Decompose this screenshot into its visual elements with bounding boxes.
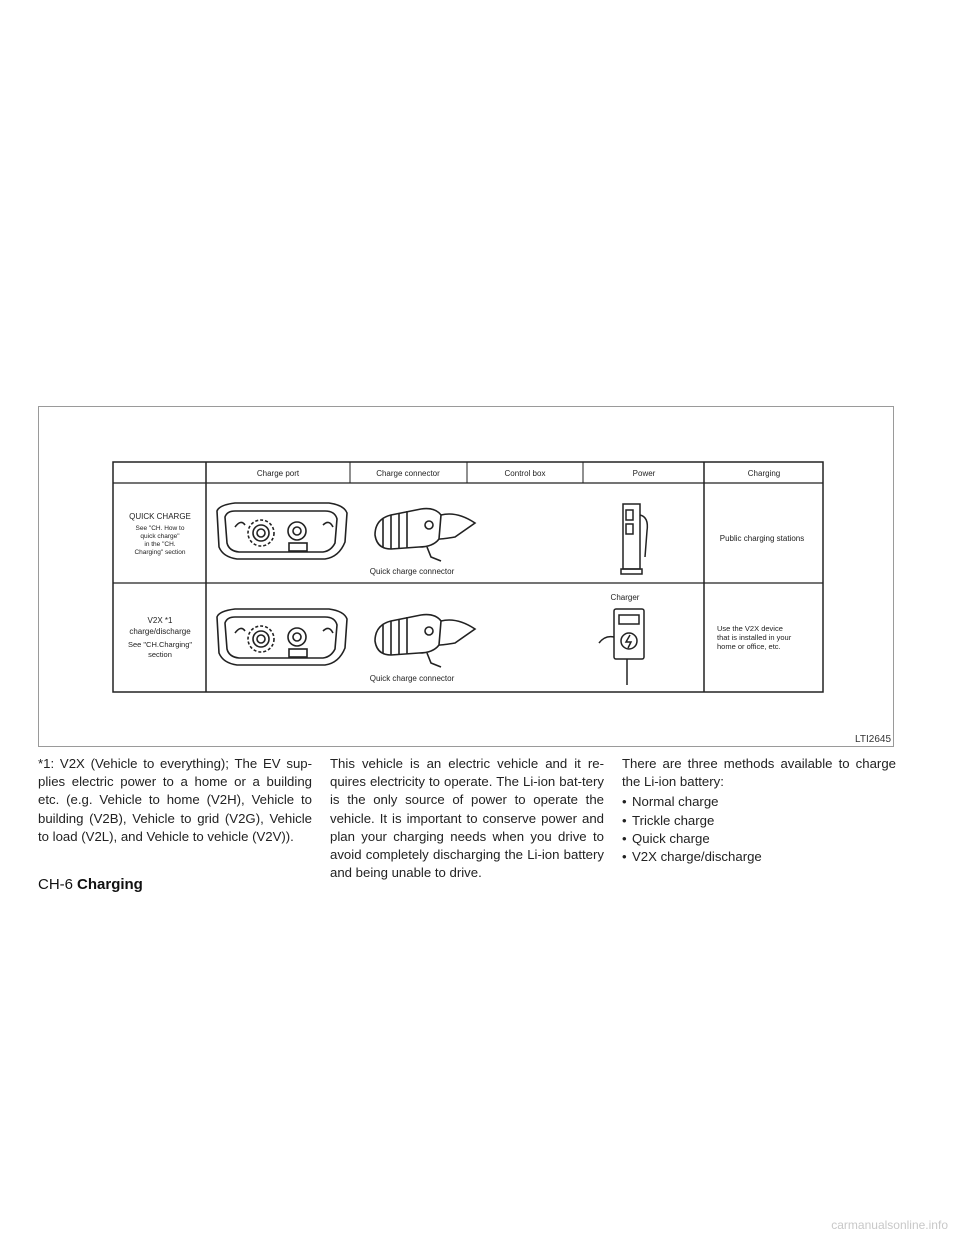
- row2-note-2: section: [148, 650, 172, 659]
- row1-note-4: Charging" section: [134, 549, 186, 556]
- table-frame: [113, 462, 823, 692]
- quick-charge-connector-illustration-1: [375, 509, 475, 561]
- row1-charging-label: Public charging stations: [719, 534, 805, 543]
- page-number: CH-6: [38, 876, 74, 893]
- header-power: Power: [632, 469, 656, 478]
- intro-paragraph: This vehicle is an electric vehicle and it re-quires electricity to operate. The Li-ion bat-tery is the only source of power to operate the vehicle. It is important to conserve power and plan your charging needs when you drive to avoid completely discharging the Li-ion battery and being unable to drive.: [330, 756, 604, 881]
- row1-connector-label: Quick charge connector: [369, 567, 455, 576]
- watermark: carmanualsonline.info: [831, 1218, 948, 1232]
- charging-methods-figure: [38, 406, 894, 747]
- list-item: • Quick charge: [622, 830, 710, 846]
- row2-charging-label-3: home or office, etc.: [717, 642, 781, 651]
- row1-note-1: See "CH. How to: [135, 525, 185, 532]
- row2-title-1: V2X *1: [147, 616, 173, 625]
- public-charging-station-icon: [621, 504, 647, 574]
- charge-port-illustration-2: [217, 609, 347, 665]
- figure-id: LTI2645: [855, 734, 891, 745]
- methods-list: [622, 793, 896, 866]
- row2-charging-label-1: Use the V2X device: [717, 624, 783, 633]
- wall-charger-icon: [599, 609, 644, 685]
- header-control-box: Control box: [504, 469, 546, 478]
- section-title: Charging: [77, 876, 143, 893]
- header-charge-port: Charge port: [256, 469, 300, 478]
- list-item: • Trickle charge: [622, 812, 715, 828]
- list-item: • V2X charge/discharge: [622, 849, 762, 865]
- row2-power-label: Charger: [610, 593, 640, 602]
- header-charge-connector: Charge connector: [376, 469, 440, 478]
- quick-charge-connector-illustration-2: [375, 615, 475, 667]
- row2-connector-label: Quick charge connector: [369, 674, 455, 683]
- row1-note-3: in the "CH.: [144, 541, 176, 548]
- page-footer: [38, 876, 143, 893]
- intro-column: [330, 755, 604, 882]
- footnote-column: [38, 755, 312, 846]
- row1-title: QUICK CHARGE: [129, 512, 191, 521]
- row2-title-2: charge/discharge: [129, 627, 191, 636]
- charge-port-illustration-1: [217, 503, 347, 559]
- methods-intro: There are three methods available to charge the Li-ion battery:: [622, 756, 896, 790]
- row2-note-1: See "CH.Charging": [127, 640, 193, 649]
- charging-table-diagram: [39, 407, 895, 748]
- header-charging: Charging: [747, 469, 781, 478]
- row1-note-2: quick charge": [140, 533, 180, 540]
- footnote-v2x: *1: V2X (Vehicle to everything); The EV sup-plies electric power to a home or a building etc. (e.g. Vehicle to home (V2H), Vehicle to building (V2B), Vehicle to grid (V2G), Vehicle to load (V2L), and Vehicle to vehicle (V2V)).: [38, 756, 312, 844]
- list-item: • Normal charge: [622, 794, 719, 810]
- row2-charging-label-2: that is installed in your: [717, 633, 792, 642]
- methods-column: [622, 755, 896, 866]
